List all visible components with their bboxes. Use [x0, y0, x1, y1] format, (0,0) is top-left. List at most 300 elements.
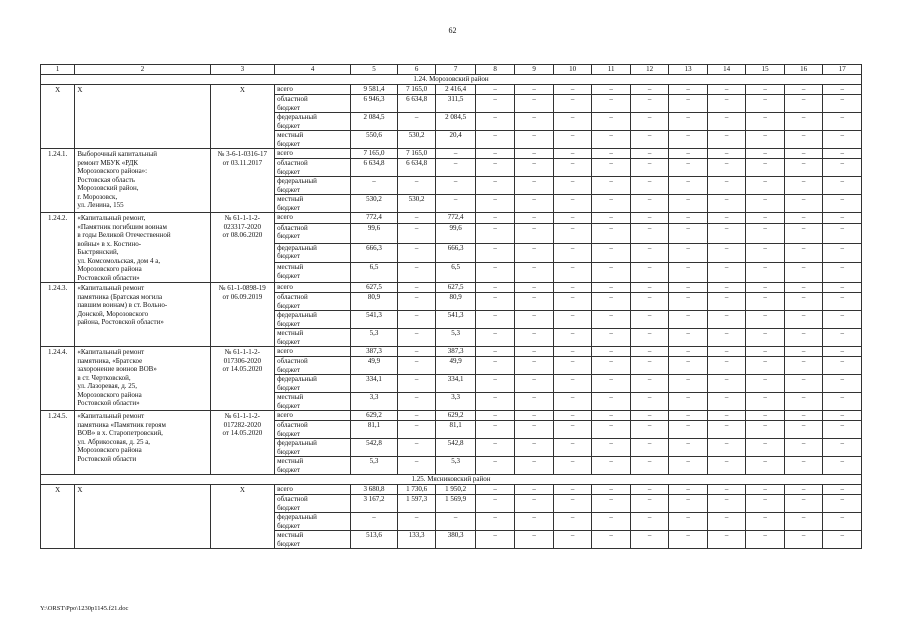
- amount-col-7: 380,3: [436, 531, 476, 549]
- empty-value-cell: –: [746, 357, 785, 375]
- empty-value-cell: –: [630, 411, 669, 421]
- budget-table: [40, 64, 862, 549]
- empty-value-cell: –: [746, 457, 785, 475]
- empty-value-cell: –: [475, 213, 515, 224]
- empty-value-cell: –: [515, 421, 554, 439]
- empty-value-cell: –: [592, 85, 631, 95]
- amount-col-7: 334,1: [436, 375, 476, 393]
- empty-value-cell: –: [475, 411, 515, 421]
- amount-col-6: 1 730,6: [397, 485, 436, 495]
- amount-col-7: 1 950,2: [436, 485, 476, 495]
- funding-source: федеральный бюджет: [275, 513, 351, 531]
- total-amount: 772,4: [351, 213, 398, 224]
- empty-value-cell: –: [669, 113, 708, 131]
- empty-value-cell: –: [823, 357, 862, 375]
- empty-value-cell: –: [475, 283, 515, 293]
- empty-value-cell: –: [823, 283, 862, 293]
- empty-value-cell: –: [669, 131, 708, 149]
- empty-value-cell: –: [553, 85, 592, 95]
- empty-value-cell: –: [669, 411, 708, 421]
- empty-value-cell: –: [475, 159, 515, 177]
- total-amount: 5,3: [351, 329, 398, 347]
- amount-col-7: 541,3: [436, 311, 476, 329]
- column-number: 3: [210, 65, 275, 75]
- section-title: 1.24. Морозовский район: [41, 75, 862, 85]
- amount-col-6: 7 165,0: [397, 85, 436, 95]
- empty-value-cell: –: [515, 177, 554, 195]
- funding-source: местный бюджет: [275, 131, 351, 149]
- total-amount: –: [351, 177, 398, 195]
- amount-col-7: 5,3: [436, 457, 476, 475]
- empty-value-cell: –: [592, 159, 631, 177]
- amount-col-7: –: [436, 149, 476, 159]
- empty-value-cell: –: [592, 195, 631, 213]
- empty-value-cell: –: [784, 485, 823, 495]
- empty-value-cell: –: [784, 263, 823, 283]
- empty-value-cell: –: [592, 329, 631, 347]
- empty-value-cell: –: [707, 195, 746, 213]
- empty-value-cell: –: [746, 177, 785, 195]
- amount-col-6: 7 165,0: [397, 149, 436, 159]
- funding-source: всего: [275, 283, 351, 293]
- empty-value-cell: –: [707, 131, 746, 149]
- expertise-conclusion: № 61-1-0898-19 от 06.09.2019: [210, 283, 275, 347]
- empty-value-cell: –: [475, 113, 515, 131]
- total-amount: 5,3: [351, 457, 398, 475]
- expertise-conclusion: X: [210, 485, 275, 549]
- empty-value-cell: –: [669, 177, 708, 195]
- empty-value-cell: –: [707, 95, 746, 113]
- empty-value-cell: –: [515, 375, 554, 393]
- empty-value-cell: –: [553, 113, 592, 131]
- table-row: [41, 485, 862, 495]
- empty-value-cell: –: [707, 531, 746, 549]
- empty-value-cell: –: [746, 513, 785, 531]
- empty-value-cell: –: [475, 513, 515, 531]
- empty-value-cell: –: [515, 357, 554, 375]
- empty-value-cell: –: [553, 95, 592, 113]
- empty-value-cell: –: [630, 177, 669, 195]
- empty-value-cell: –: [823, 263, 862, 283]
- empty-value-cell: –: [784, 357, 823, 375]
- empty-value-cell: –: [515, 293, 554, 311]
- empty-value-cell: –: [630, 357, 669, 375]
- funding-source: местный бюджет: [275, 195, 351, 213]
- empty-value-cell: –: [823, 329, 862, 347]
- amount-col-7: 5,3: [436, 329, 476, 347]
- empty-value-cell: –: [746, 411, 785, 421]
- total-amount: 3 680,8: [351, 485, 398, 495]
- empty-value-cell: –: [515, 263, 554, 283]
- empty-value-cell: –: [784, 411, 823, 421]
- column-number: 1: [41, 65, 75, 75]
- empty-value-cell: –: [515, 311, 554, 329]
- empty-value-cell: –: [746, 531, 785, 549]
- empty-value-cell: –: [592, 263, 631, 283]
- empty-value-cell: –: [553, 177, 592, 195]
- empty-value-cell: –: [746, 223, 785, 243]
- funding-source: федеральный бюджет: [275, 375, 351, 393]
- empty-value-cell: –: [784, 243, 823, 263]
- empty-value-cell: –: [669, 421, 708, 439]
- amount-col-6: 6 634,8: [397, 159, 436, 177]
- empty-value-cell: –: [553, 347, 592, 357]
- amount-col-7: 99,6: [436, 223, 476, 243]
- empty-value-cell: –: [669, 195, 708, 213]
- empty-value-cell: –: [707, 149, 746, 159]
- table-row: [41, 347, 862, 357]
- funding-source: областной бюджет: [275, 293, 351, 311]
- empty-value-cell: –: [707, 85, 746, 95]
- empty-value-cell: –: [784, 149, 823, 159]
- empty-value-cell: –: [475, 293, 515, 311]
- empty-value-cell: –: [475, 495, 515, 513]
- empty-value-cell: –: [823, 531, 862, 549]
- total-amount: 629,2: [351, 411, 398, 421]
- amount-col-6: –: [397, 293, 436, 311]
- empty-value-cell: –: [707, 213, 746, 224]
- object-name: X: [75, 485, 210, 549]
- empty-value-cell: –: [630, 283, 669, 293]
- empty-value-cell: –: [553, 485, 592, 495]
- empty-value-cell: –: [707, 495, 746, 513]
- empty-value-cell: –: [592, 531, 631, 549]
- total-amount: 9 581,4: [351, 85, 398, 95]
- empty-value-cell: –: [630, 213, 669, 224]
- column-number: 2: [75, 65, 210, 75]
- empty-value-cell: –: [823, 311, 862, 329]
- empty-value-cell: –: [707, 375, 746, 393]
- amount-col-6: –: [397, 357, 436, 375]
- empty-value-cell: –: [630, 159, 669, 177]
- empty-value-cell: –: [592, 311, 631, 329]
- amount-col-7: 387,3: [436, 347, 476, 357]
- empty-value-cell: –: [823, 375, 862, 393]
- empty-value-cell: –: [669, 457, 708, 475]
- empty-value-cell: –: [592, 223, 631, 243]
- object-name: «Капитальный ремонт, «Памятник погибшим воинам в годы Великой Отечественной войны» в х. Костино- Быстрянский, ул. Комсомольская, дом 4 а, Морозовского района Ростовской области»: [75, 213, 210, 283]
- empty-value-cell: –: [746, 347, 785, 357]
- empty-value-cell: –: [707, 263, 746, 283]
- empty-value-cell: –: [475, 393, 515, 411]
- empty-value-cell: –: [823, 457, 862, 475]
- empty-value-cell: –: [784, 95, 823, 113]
- empty-value-cell: –: [669, 263, 708, 283]
- section-header-row: [41, 75, 862, 85]
- total-amount: 513,6: [351, 531, 398, 549]
- amount-col-7: 49,9: [436, 357, 476, 375]
- expertise-conclusion: № 3-6-1-0316-17 от 03.11.2017: [210, 149, 275, 213]
- empty-value-cell: –: [592, 283, 631, 293]
- empty-value-cell: –: [515, 195, 554, 213]
- empty-value-cell: –: [553, 131, 592, 149]
- empty-value-cell: –: [630, 223, 669, 243]
- amount-col-7: 629,2: [436, 411, 476, 421]
- amount-col-7: 1 569,9: [436, 495, 476, 513]
- amount-col-7: 772,4: [436, 213, 476, 224]
- empty-value-cell: –: [630, 531, 669, 549]
- empty-value-cell: –: [553, 149, 592, 159]
- column-number: 13: [669, 65, 708, 75]
- empty-value-cell: –: [823, 159, 862, 177]
- empty-value-cell: –: [592, 513, 631, 531]
- item-number: 1.24.3.: [41, 283, 75, 347]
- amount-col-6: –: [397, 411, 436, 421]
- amount-col-7: 3,3: [436, 393, 476, 411]
- empty-value-cell: –: [669, 485, 708, 495]
- empty-value-cell: –: [515, 329, 554, 347]
- empty-value-cell: –: [746, 485, 785, 495]
- total-amount: 6,5: [351, 263, 398, 283]
- empty-value-cell: –: [475, 131, 515, 149]
- empty-value-cell: –: [707, 485, 746, 495]
- empty-value-cell: –: [475, 347, 515, 357]
- amount-col-6: 133,3: [397, 531, 436, 549]
- empty-value-cell: –: [746, 421, 785, 439]
- empty-value-cell: –: [630, 195, 669, 213]
- empty-value-cell: –: [475, 311, 515, 329]
- empty-value-cell: –: [669, 159, 708, 177]
- empty-value-cell: –: [784, 195, 823, 213]
- empty-value-cell: –: [746, 149, 785, 159]
- empty-value-cell: –: [669, 95, 708, 113]
- funding-source: федеральный бюджет: [275, 177, 351, 195]
- empty-value-cell: –: [630, 293, 669, 311]
- empty-value-cell: –: [669, 85, 708, 95]
- empty-value-cell: –: [515, 113, 554, 131]
- funding-source: местный бюджет: [275, 329, 351, 347]
- empty-value-cell: –: [592, 375, 631, 393]
- empty-value-cell: –: [553, 495, 592, 513]
- empty-value-cell: –: [515, 411, 554, 421]
- empty-value-cell: –: [669, 329, 708, 347]
- empty-value-cell: –: [515, 159, 554, 177]
- column-number: 7: [436, 65, 476, 75]
- funding-source: областной бюджет: [275, 421, 351, 439]
- empty-value-cell: –: [669, 347, 708, 357]
- empty-value-cell: –: [746, 243, 785, 263]
- empty-value-cell: –: [823, 223, 862, 243]
- amount-col-6: –: [397, 329, 436, 347]
- column-number: 16: [784, 65, 823, 75]
- empty-value-cell: –: [592, 485, 631, 495]
- empty-value-cell: –: [553, 223, 592, 243]
- empty-value-cell: –: [553, 531, 592, 549]
- empty-value-cell: –: [475, 223, 515, 243]
- empty-value-cell: –: [669, 223, 708, 243]
- total-amount: 6 946,3: [351, 95, 398, 113]
- amount-col-7: –: [436, 159, 476, 177]
- empty-value-cell: –: [475, 357, 515, 375]
- amount-col-6: –: [397, 393, 436, 411]
- empty-value-cell: –: [553, 311, 592, 329]
- amount-col-6: –: [397, 439, 436, 457]
- column-number: 10: [553, 65, 592, 75]
- empty-value-cell: –: [823, 149, 862, 159]
- empty-value-cell: –: [746, 439, 785, 457]
- amount-col-7: 6,5: [436, 263, 476, 283]
- empty-value-cell: –: [823, 393, 862, 411]
- column-number: 11: [592, 65, 631, 75]
- amount-col-7: 20,4: [436, 131, 476, 149]
- amount-col-7: –: [436, 513, 476, 531]
- empty-value-cell: –: [475, 531, 515, 549]
- empty-value-cell: –: [515, 485, 554, 495]
- total-amount: 530,2: [351, 195, 398, 213]
- empty-value-cell: –: [823, 95, 862, 113]
- empty-value-cell: –: [784, 113, 823, 131]
- total-amount: 80,9: [351, 293, 398, 311]
- object-name: X: [75, 85, 210, 149]
- amount-col-7: 80,9: [436, 293, 476, 311]
- item-number: 1.24.4.: [41, 347, 75, 411]
- total-amount: 6 634,8: [351, 159, 398, 177]
- amount-col-6: –: [397, 113, 436, 131]
- empty-value-cell: –: [475, 177, 515, 195]
- empty-value-cell: –: [707, 311, 746, 329]
- page-number: 62: [448, 26, 457, 35]
- expertise-conclusion: № 61-1-1-2- 017306-2020 от 14.05.2020: [210, 347, 275, 411]
- amount-col-6: 6 634,8: [397, 95, 436, 113]
- empty-value-cell: –: [630, 149, 669, 159]
- empty-value-cell: –: [823, 421, 862, 439]
- empty-value-cell: –: [630, 131, 669, 149]
- object-name: «Капитальный ремонт памятника «Памятник героям ВОВ» в х. Старопетровский, ул. Абрикосовая, д. 25 а, Морозовского района Ростовской области: [75, 411, 210, 475]
- empty-value-cell: –: [784, 329, 823, 347]
- empty-value-cell: –: [515, 283, 554, 293]
- empty-value-cell: –: [515, 131, 554, 149]
- empty-value-cell: –: [669, 213, 708, 224]
- amount-col-7: 542,8: [436, 439, 476, 457]
- total-amount: 542,8: [351, 439, 398, 457]
- empty-value-cell: –: [746, 329, 785, 347]
- empty-value-cell: –: [515, 393, 554, 411]
- empty-value-cell: –: [746, 375, 785, 393]
- empty-value-cell: –: [669, 439, 708, 457]
- empty-value-cell: –: [707, 293, 746, 311]
- empty-value-cell: –: [823, 213, 862, 224]
- funding-source: местный бюджет: [275, 393, 351, 411]
- empty-value-cell: –: [630, 439, 669, 457]
- total-amount: 81,1: [351, 421, 398, 439]
- empty-value-cell: –: [515, 495, 554, 513]
- empty-value-cell: –: [784, 283, 823, 293]
- item-number: 1.24.1.: [41, 149, 75, 213]
- funding-source: федеральный бюджет: [275, 243, 351, 263]
- empty-value-cell: –: [746, 195, 785, 213]
- empty-value-cell: –: [630, 329, 669, 347]
- amount-col-6: –: [397, 347, 436, 357]
- column-number: 6: [397, 65, 436, 75]
- empty-value-cell: –: [823, 293, 862, 311]
- empty-value-cell: –: [630, 263, 669, 283]
- funding-source: всего: [275, 347, 351, 357]
- amount-col-6: –: [397, 283, 436, 293]
- empty-value-cell: –: [515, 223, 554, 243]
- empty-value-cell: –: [784, 531, 823, 549]
- empty-value-cell: –: [630, 513, 669, 531]
- empty-value-cell: –: [475, 439, 515, 457]
- empty-value-cell: –: [707, 243, 746, 263]
- empty-value-cell: –: [784, 375, 823, 393]
- empty-value-cell: –: [823, 113, 862, 131]
- column-number: 17: [823, 65, 862, 75]
- funding-source: областной бюджет: [275, 95, 351, 113]
- empty-value-cell: –: [630, 421, 669, 439]
- empty-value-cell: –: [746, 293, 785, 311]
- column-number: 8: [475, 65, 515, 75]
- amount-col-7: 311,5: [436, 95, 476, 113]
- empty-value-cell: –: [784, 223, 823, 243]
- total-amount: 334,1: [351, 375, 398, 393]
- empty-value-cell: –: [784, 513, 823, 531]
- empty-value-cell: –: [515, 149, 554, 159]
- empty-value-cell: –: [630, 347, 669, 357]
- empty-value-cell: –: [784, 457, 823, 475]
- empty-value-cell: –: [553, 195, 592, 213]
- empty-value-cell: –: [553, 283, 592, 293]
- empty-value-cell: –: [746, 263, 785, 283]
- empty-value-cell: –: [707, 439, 746, 457]
- empty-value-cell: –: [823, 411, 862, 421]
- empty-value-cell: –: [707, 113, 746, 131]
- empty-value-cell: –: [475, 329, 515, 347]
- empty-value-cell: –: [823, 177, 862, 195]
- amount-col-6: –: [397, 177, 436, 195]
- total-amount: 627,5: [351, 283, 398, 293]
- section-header-row: [41, 475, 862, 485]
- empty-value-cell: –: [630, 113, 669, 131]
- amount-col-7: –: [436, 195, 476, 213]
- empty-value-cell: –: [630, 85, 669, 95]
- empty-value-cell: –: [553, 293, 592, 311]
- amount-col-6: –: [397, 457, 436, 475]
- table-row: [41, 85, 862, 95]
- empty-value-cell: –: [784, 393, 823, 411]
- total-amount: 666,3: [351, 243, 398, 263]
- total-amount: 541,3: [351, 311, 398, 329]
- empty-value-cell: –: [592, 95, 631, 113]
- empty-value-cell: –: [592, 243, 631, 263]
- funding-source: областной бюджет: [275, 357, 351, 375]
- empty-value-cell: –: [630, 311, 669, 329]
- empty-value-cell: –: [707, 329, 746, 347]
- amount-col-6: 1 597,3: [397, 495, 436, 513]
- column-number: 4: [275, 65, 351, 75]
- empty-value-cell: –: [707, 357, 746, 375]
- section-title: 1.25. Мясниковский район: [41, 475, 862, 485]
- empty-value-cell: –: [592, 457, 631, 475]
- empty-value-cell: –: [475, 195, 515, 213]
- empty-value-cell: –: [553, 457, 592, 475]
- empty-value-cell: –: [784, 85, 823, 95]
- empty-value-cell: –: [784, 421, 823, 439]
- empty-value-cell: –: [707, 223, 746, 243]
- empty-value-cell: –: [630, 495, 669, 513]
- empty-value-cell: –: [592, 113, 631, 131]
- column-number: 15: [746, 65, 785, 75]
- empty-value-cell: –: [553, 421, 592, 439]
- empty-value-cell: –: [515, 213, 554, 224]
- funding-source: местный бюджет: [275, 531, 351, 549]
- empty-value-cell: –: [823, 485, 862, 495]
- amount-col-6: –: [397, 513, 436, 531]
- empty-value-cell: –: [669, 393, 708, 411]
- empty-value-cell: –: [475, 485, 515, 495]
- empty-value-cell: –: [707, 411, 746, 421]
- empty-value-cell: –: [515, 243, 554, 263]
- amount-col-7: 627,5: [436, 283, 476, 293]
